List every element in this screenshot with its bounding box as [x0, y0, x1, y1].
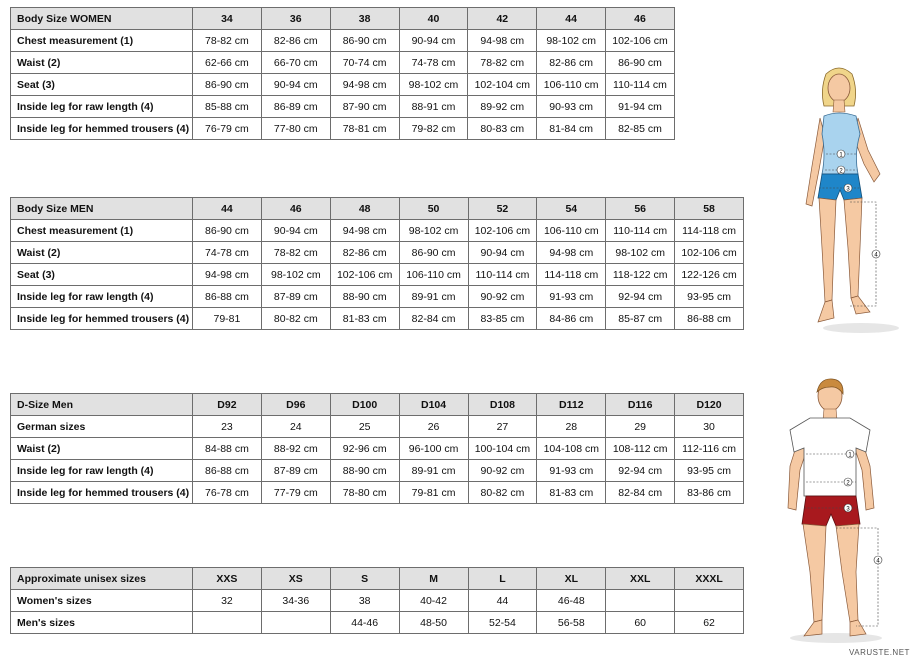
marker-4-label: 4: [874, 252, 878, 259]
table-cell: 90-94 cm: [261, 220, 330, 242]
shorts: [802, 496, 860, 526]
table-cell: 80-82 cm: [468, 482, 537, 504]
table-cell: 98-102 cm: [606, 242, 675, 264]
table-cell: 91-94 cm: [606, 96, 675, 118]
table-cell: 78-82 cm: [468, 52, 537, 74]
table-row: [11, 74, 675, 96]
table-cell: 88-90 cm: [330, 460, 399, 482]
left-leg: [803, 524, 826, 622]
table-row: [11, 286, 744, 308]
table-cell: 62: [675, 612, 744, 634]
marker-3-label: 3: [846, 186, 850, 193]
size-header: D96: [261, 394, 330, 416]
row-label: Chest measurement (1): [11, 220, 193, 242]
table-cell: 92-94 cm: [606, 460, 675, 482]
table-row: [11, 118, 675, 140]
table-cell: 89-91 cm: [399, 460, 468, 482]
table-cell: 78-80 cm: [330, 482, 399, 504]
table-cell: [675, 590, 744, 612]
table-cell: 108-112 cm: [606, 438, 675, 460]
table-cell: 114-118 cm: [537, 264, 606, 286]
table-cell: 106-110 cm: [537, 74, 606, 96]
table-cell: 110-114 cm: [606, 220, 675, 242]
table-cell: 80-83 cm: [468, 118, 537, 140]
size-header: 36: [261, 8, 330, 30]
table-header-row: [11, 394, 744, 416]
table-cell: 79-82 cm: [399, 118, 468, 140]
table-cell: 77-80 cm: [261, 118, 330, 140]
table-title: Body Size WOMEN: [11, 8, 193, 30]
row-label: Waist (2): [11, 438, 193, 460]
table-row: [11, 438, 744, 460]
table-cell: 24: [261, 416, 330, 438]
row-label: Inside leg for hemmed trousers (4): [11, 308, 193, 330]
watermark: VARUSTE.NET: [849, 648, 910, 657]
table-cell: 27: [468, 416, 537, 438]
table-title: Approximate unisex sizes: [11, 568, 193, 590]
table-row: [11, 308, 744, 330]
size-header: 48: [330, 198, 399, 220]
marker-2-label: 2: [846, 480, 850, 487]
size-header: D120: [675, 394, 744, 416]
right-foot: [851, 296, 870, 314]
right-foot: [850, 620, 866, 636]
table-row: [11, 220, 744, 242]
table-cell: 94-98 cm: [468, 30, 537, 52]
size-header: 54: [537, 198, 606, 220]
table-cell: 86-90 cm: [399, 242, 468, 264]
size-header: 58: [675, 198, 744, 220]
size-header: 40: [399, 8, 468, 30]
table-cell: 102-104 cm: [468, 74, 537, 96]
size-header: 42: [468, 8, 537, 30]
table-cell: 52-54: [468, 612, 537, 634]
size-header: 50: [399, 198, 468, 220]
table-cell: 79-81: [193, 308, 262, 330]
row-label: Women's sizes: [11, 590, 193, 612]
size-header: 38: [330, 8, 399, 30]
table-cell: 62-66 cm: [193, 52, 262, 74]
row-label: German sizes: [11, 416, 193, 438]
size-header: XXXL: [675, 568, 744, 590]
table-cell: 48-50: [399, 612, 468, 634]
table-row: [11, 52, 675, 74]
table-header-row: [11, 568, 744, 590]
table-cell: 114-118 cm: [675, 220, 744, 242]
table-cell: 66-70 cm: [261, 52, 330, 74]
marker-2-label: 2: [839, 168, 843, 175]
size-header: 44: [537, 8, 606, 30]
table-cell: 89-91 cm: [399, 286, 468, 308]
table-cell: 78-81 cm: [330, 118, 399, 140]
table-cell: 26: [399, 416, 468, 438]
marker-1-label: 1: [848, 452, 852, 459]
table-cell: 92-94 cm: [606, 286, 675, 308]
row-label: Inside leg for raw length (4): [11, 460, 193, 482]
table-cell: 90-94 cm: [468, 242, 537, 264]
table-cell: [193, 612, 262, 634]
table-cell: 91-93 cm: [537, 460, 606, 482]
size-header: 52: [468, 198, 537, 220]
row-label: Waist (2): [11, 52, 193, 74]
size-header: S: [330, 568, 399, 590]
row-label: Chest measurement (1): [11, 30, 193, 52]
table-cell: 94-98 cm: [537, 242, 606, 264]
table-cell: 82-85 cm: [606, 118, 675, 140]
size-header: 56: [606, 198, 675, 220]
woman-measurement-figure: [788, 66, 898, 334]
table-cell: 80-82 cm: [261, 308, 330, 330]
table-row: [11, 264, 744, 286]
size-header: D116: [606, 394, 675, 416]
table-cell: 81-83 cm: [330, 308, 399, 330]
table-row: [11, 590, 744, 612]
row-label: Seat (3): [11, 264, 193, 286]
table-cell: 110-114 cm: [468, 264, 537, 286]
table-cell: 83-86 cm: [675, 482, 744, 504]
table-cell: 102-106 cm: [675, 242, 744, 264]
shorts: [818, 174, 862, 200]
size-header: M: [399, 568, 468, 590]
man-measurement-figure: [770, 376, 892, 644]
table-cell: 86-90 cm: [330, 30, 399, 52]
row-label: Men's sizes: [11, 612, 193, 634]
table-cell: 87-89 cm: [261, 460, 330, 482]
table-cell: 106-110 cm: [399, 264, 468, 286]
table-cell: 90-94 cm: [399, 30, 468, 52]
table-row: [11, 460, 744, 482]
table-cell: 90-93 cm: [537, 96, 606, 118]
table-cell: 110-114 cm: [606, 74, 675, 96]
table-cell: 60: [606, 612, 675, 634]
table-cell: 25: [330, 416, 399, 438]
head: [828, 74, 850, 102]
table-title: Body Size MEN: [11, 198, 193, 220]
row-label: Seat (3): [11, 74, 193, 96]
table-cell: 32: [193, 590, 262, 612]
table-cell: 77-79 cm: [261, 482, 330, 504]
marker-4-label: 4: [876, 558, 880, 565]
table-row: [11, 416, 744, 438]
table-cell: 112-116 cm: [675, 438, 744, 460]
table-cell: 86-88 cm: [193, 286, 262, 308]
table-header-row: [11, 198, 744, 220]
table-cell: 98-102 cm: [399, 220, 468, 242]
table-cell: 74-78 cm: [193, 242, 262, 264]
table-cell: 102-106 cm: [468, 220, 537, 242]
table-cell: 74-78 cm: [399, 52, 468, 74]
table-cell: 82-86 cm: [261, 30, 330, 52]
table-cell: 90-92 cm: [468, 286, 537, 308]
table-cell: 83-85 cm: [468, 308, 537, 330]
size-header: XL: [537, 568, 606, 590]
table-cell: 81-83 cm: [537, 482, 606, 504]
row-label: Inside leg for hemmed trousers (4): [11, 482, 193, 504]
table-cell: 82-84 cm: [606, 482, 675, 504]
table-cell: 96-100 cm: [399, 438, 468, 460]
table-cell: 29: [606, 416, 675, 438]
size-header: 34: [193, 8, 262, 30]
table-cell: 90-94 cm: [261, 74, 330, 96]
size-header: D108: [468, 394, 537, 416]
table-cell: 88-92 cm: [261, 438, 330, 460]
table-cell: 76-79 cm: [193, 118, 262, 140]
table-cell: 78-82 cm: [261, 242, 330, 264]
left-foot: [818, 300, 834, 322]
table-row: [11, 30, 675, 52]
table-cell: 98-102 cm: [399, 74, 468, 96]
table-cell: 98-102 cm: [261, 264, 330, 286]
marker-3-label: 3: [846, 506, 850, 513]
table-cell: 89-92 cm: [468, 96, 537, 118]
table-cell: 94-98 cm: [330, 74, 399, 96]
table-cell: 56-58: [537, 612, 606, 634]
table-cell: 44: [468, 590, 537, 612]
table-cell: 86-90 cm: [606, 52, 675, 74]
table-cell: [606, 590, 675, 612]
row-label: Inside leg for raw length (4): [11, 286, 193, 308]
size-header: XXL: [606, 568, 675, 590]
row-label: Inside leg for raw length (4): [11, 96, 193, 118]
table-header-row: [11, 8, 675, 30]
table-cell: 87-89 cm: [261, 286, 330, 308]
table-cell: 88-90 cm: [330, 286, 399, 308]
table-cell: 93-95 cm: [675, 460, 744, 482]
size-header: XS: [261, 568, 330, 590]
size-header: D112: [537, 394, 606, 416]
table-cell: 86-90 cm: [193, 74, 262, 96]
table-cell: 91-93 cm: [537, 286, 606, 308]
table-cell: 86-88 cm: [675, 308, 744, 330]
table-cell: 88-91 cm: [399, 96, 468, 118]
table-cell: 86-88 cm: [193, 460, 262, 482]
table-cell: 81-84 cm: [537, 118, 606, 140]
table-cell: 30: [675, 416, 744, 438]
left-foot: [804, 620, 822, 636]
table-cell: 82-86 cm: [537, 52, 606, 74]
table-cell: 76-78 cm: [193, 482, 262, 504]
table-cell: 122-126 cm: [675, 264, 744, 286]
table-cell: 93-95 cm: [675, 286, 744, 308]
dsize-men-table: [10, 393, 744, 504]
table-cell: 70-74 cm: [330, 52, 399, 74]
table-cell: [261, 612, 330, 634]
floor-shadow: [823, 323, 899, 333]
table-cell: 87-90 cm: [330, 96, 399, 118]
table-cell: 90-92 cm: [468, 460, 537, 482]
row-label: Inside leg for hemmed trousers (4): [11, 118, 193, 140]
table-cell: 79-81 cm: [399, 482, 468, 504]
table-row: [11, 96, 675, 118]
table-cell: 23: [193, 416, 262, 438]
table-cell: 46-48: [537, 590, 606, 612]
table-cell: 94-98 cm: [330, 220, 399, 242]
unisex-size-table: [10, 567, 744, 634]
size-header: D100: [330, 394, 399, 416]
table-cell: 104-108 cm: [537, 438, 606, 460]
top: [822, 113, 860, 174]
size-header: XXS: [193, 568, 262, 590]
marker-1-label: 1: [839, 152, 843, 159]
table-cell: 84-86 cm: [537, 308, 606, 330]
table-cell: 84-88 cm: [193, 438, 262, 460]
right-leg: [836, 524, 859, 622]
table-row: [11, 612, 744, 634]
table-cell: 82-84 cm: [399, 308, 468, 330]
table-cell: 78-82 cm: [193, 30, 262, 52]
size-header: L: [468, 568, 537, 590]
size-header: D92: [193, 394, 262, 416]
men-size-table: [10, 197, 744, 330]
table-cell: 85-88 cm: [193, 96, 262, 118]
table-row: [11, 242, 744, 264]
table-cell: 38: [330, 590, 399, 612]
left-leg: [819, 198, 836, 302]
table-cell: 100-104 cm: [468, 438, 537, 460]
table-cell: 106-110 cm: [537, 220, 606, 242]
table-cell: 82-86 cm: [330, 242, 399, 264]
size-header: D104: [399, 394, 468, 416]
women-size-table: [10, 7, 675, 140]
table-cell: 28: [537, 416, 606, 438]
right-leg: [844, 198, 862, 298]
row-label: Waist (2): [11, 242, 193, 264]
table-cell: 44-46: [330, 612, 399, 634]
table-cell: 85-87 cm: [606, 308, 675, 330]
table-row: [11, 482, 744, 504]
table-cell: 34-36: [261, 590, 330, 612]
table-cell: 92-96 cm: [330, 438, 399, 460]
table-cell: 86-90 cm: [193, 220, 262, 242]
table-cell: 86-89 cm: [261, 96, 330, 118]
table-cell: 118-122 cm: [606, 264, 675, 286]
table-cell: 102-106 cm: [606, 30, 675, 52]
neck: [833, 100, 845, 112]
size-header: 46: [261, 198, 330, 220]
floor-shadow: [790, 633, 882, 643]
table-cell: 98-102 cm: [537, 30, 606, 52]
size-header: 46: [606, 8, 675, 30]
size-header: 44: [193, 198, 262, 220]
table-cell: 102-106 cm: [330, 264, 399, 286]
table-cell: 94-98 cm: [193, 264, 262, 286]
table-title: D-Size Men: [11, 394, 193, 416]
table-cell: 40-42: [399, 590, 468, 612]
